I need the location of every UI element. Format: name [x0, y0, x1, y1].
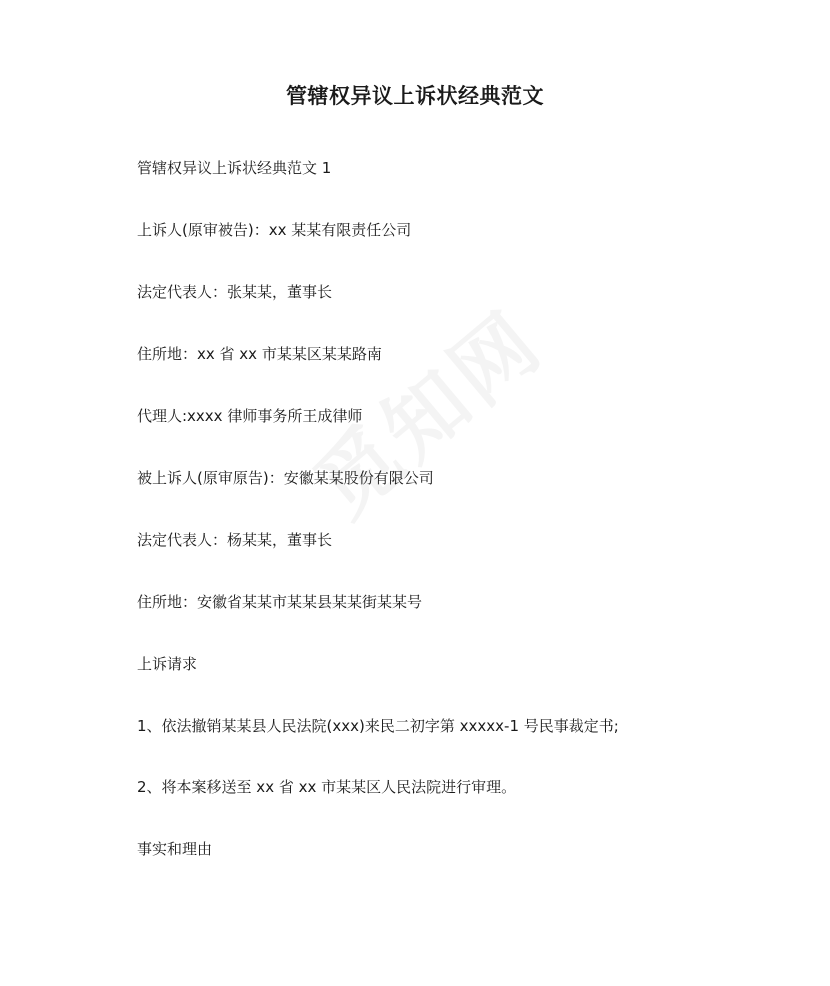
subtitle-paragraph: 管辖权异议上诉状经典范文 1 — [137, 159, 332, 177]
document-title: 管辖权异议上诉状经典范文 — [286, 84, 544, 108]
request-item-2: 2、将本案移送至 xx 省 xx 市某某区人民法院进行审理。 — [137, 778, 517, 796]
appellee-address-paragraph: 住所地：安徽省某某市某某县某某街某某号 — [137, 593, 423, 611]
appeal-request-heading: 上诉请求 — [137, 655, 198, 673]
appellant-address-paragraph: 住所地：xx 省 xx 市某某区某某路南 — [137, 345, 382, 363]
facts-reasons-heading: 事实和理由 — [137, 840, 213, 858]
appellee-representative-paragraph: 法定代表人：杨某某，董事长 — [137, 531, 333, 549]
appellant-representative-paragraph: 法定代表人：张某某，董事长 — [137, 283, 333, 301]
request-item-1: 1、依法撤销某某县人民法院(xxx)来民二初字第 xxxxx-1 号民事裁定书; — [137, 717, 619, 735]
appellee-paragraph: 被上诉人(原审原告)：安徽某某股份有限公司 — [137, 469, 434, 487]
appellant-paragraph: 上诉人(原审被告)：xx 某某有限责任公司 — [137, 221, 412, 239]
agent-paragraph: 代理人:xxxx 律师事务所王成律师 — [137, 407, 363, 425]
